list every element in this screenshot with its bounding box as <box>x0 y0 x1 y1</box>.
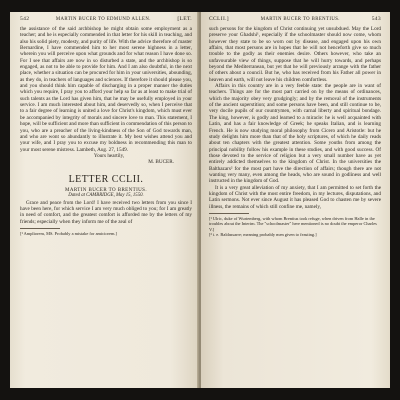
paragraph: It is a very great alleviation of my anxiety, that I am permitted to set forth the kingdom of Christ with the most entire freedom, in my lectures, disputations, and Latin sermons. Not ever since August it has pleased God to chasten me by severe illness, the remains of which still confine me, namely, <box>209 184 381 210</box>
letter-heading: LETTER CCLII. <box>68 173 144 185</box>
letter-body <box>20 200 192 225</box>
letter-date: Dated at CAMBRIDGE, May 15, 1550. <box>68 192 144 198</box>
letter-title: MARTIN BUCER TO BRENTIUS. <box>64 187 148 193</box>
paragraph: Grace and peace from the Lord! I have received two letters from you since I have been here, for which service I am very much obliged to you; for I am greatly in need of comfort, and the greatest comfort is afforded me by the letters of my friends; especially when they inform me of the zeal of <box>20 199 192 225</box>
letter-body <box>20 26 192 166</box>
letter-reference: [LET. <box>177 16 192 22</box>
right-page-header <box>209 16 381 26</box>
footnote-rule <box>209 213 249 214</box>
right-page <box>201 12 390 388</box>
letter-body <box>209 26 381 210</box>
footnote: [² i. e. Baldassarre; meaning probably men given to feasting.] <box>209 232 317 238</box>
running-title: MARTIN BUCER TO BRENTIUS. <box>260 17 340 22</box>
book-spread <box>10 12 390 388</box>
letter-reference: CCLII.] <box>209 16 229 22</box>
page-number: 543 <box>371 16 381 22</box>
paragraph: Affairs in this country are in a very feeble state: the people are in want of teachers. Things are for the most part carried on by the means of ordinances, which the majority obey very grudgingly; and by the removal of the instruments of the ancient superstition; and some persons have been, and still continue to be, very docile pupils of our countrymen, with carnal liberty and spiritual bondage. The king, however, is godly and learned to a miracle: he is well acquainted with Latin, and has a fair knowledge of Greek; he speaks Italian, and is learning French. He is now studying moral philosophy from Cicero and Aristotle: but he study delights him more than that of the holy scriptures, of which he daily reads about ten chapters with the greatest attention. Some youths from among the principal nobility follow his example in these studies, and with good success. Of those devoted to the service of religion but a very small number have as yet entirely addicted themselves to the kingdom of Christ. In the universities the Balthazars² for the most part have the direction of affairs; though there are not wanting very many, even among the heads, who are sound in godliness and well instructed in the kingdom of God. <box>209 83 381 185</box>
left-page <box>10 12 199 388</box>
left-page-header <box>20 16 192 26</box>
footnote-rule <box>20 228 60 229</box>
signoff: Yours heartily, <box>93 152 125 159</box>
running-title: MARTIN BUCER TO EDMUND ALLEN. <box>55 17 151 22</box>
paragraph: the assistance of the said archbishop he might obtain some employment as a teacher; and he is especially commended in that letter for his skill in teaching, and also his solid piety, modesty, and purity of life. With the advice therefore of master Bernardine, I have commended him to her most serene highness in a letter, wherein you will perceive upon what grounds and for what reason I have done so. For I see that affairs are now in so disturbed a state, and the archbishop is so engaged, as not to be able to provide for him. And I am also doubtful, in the next place, whether a situation can be procured for him in your universities, abounding, as they do, in teachers of languages and sciences. If therefore it should please you, and you should think him capable of discharging in a proper manner the duties which you require, I pray you to afford your help so far as at least to make trial of such talents as the Lord has given him, that he may be usefully employed in your service. I am much interested about him, and deservedly so, when I perceive that to a fair degree of learning is united a love for Christ's kingdom, which must ever be accompanied by integrity of morals and sincere love to man. This statement, I hope, will be sufficient and more than sufficient in commendation of this person to you, who are a preacher of the living-kindness of the Son of God towards man, and who are wont so abundantly to illustrate it. My best wishes attend you and your wife, and I pray you to excuse my boldness in recommending this man to your most serene mistress. Lambeth, Aug. 27, 1549. <box>20 26 192 153</box>
signature: M. BUCER. <box>148 159 174 166</box>
footnote: [¹ Ampliorem, MS. Probably a mistake for amiciorem.] <box>20 230 117 236</box>
paragraph: such persons for the kingdom of Christ continuing yet unsubdued. May the Lord preserve your Ghadshi¹, especially if the schoolmaster should now come, whom however they state to be so worn out by disease, and engaged upon his own affairs, that most persons are in hopes that he will not henceforth give so much trouble to the godly as their enemies desire. Others however, who take an unfavourable view of things, suppose that he will hurry towards, and perhaps beyond the Mediterranean, but yet that he will previously arrange with the father of others about a council. But he, who has received from his Father all power in heaven and earth, will not leave his children comfortless. <box>209 26 381 83</box>
footnote: [¹ Ulric, duke of Wurtemberg, with whom Brentius took refuge, when driven from Halle in the troubles about the Interim. The "schoolmaster" here mentioned is no doubt the emperor Charles V.] <box>209 215 377 232</box>
page-number: 542 <box>20 16 30 22</box>
